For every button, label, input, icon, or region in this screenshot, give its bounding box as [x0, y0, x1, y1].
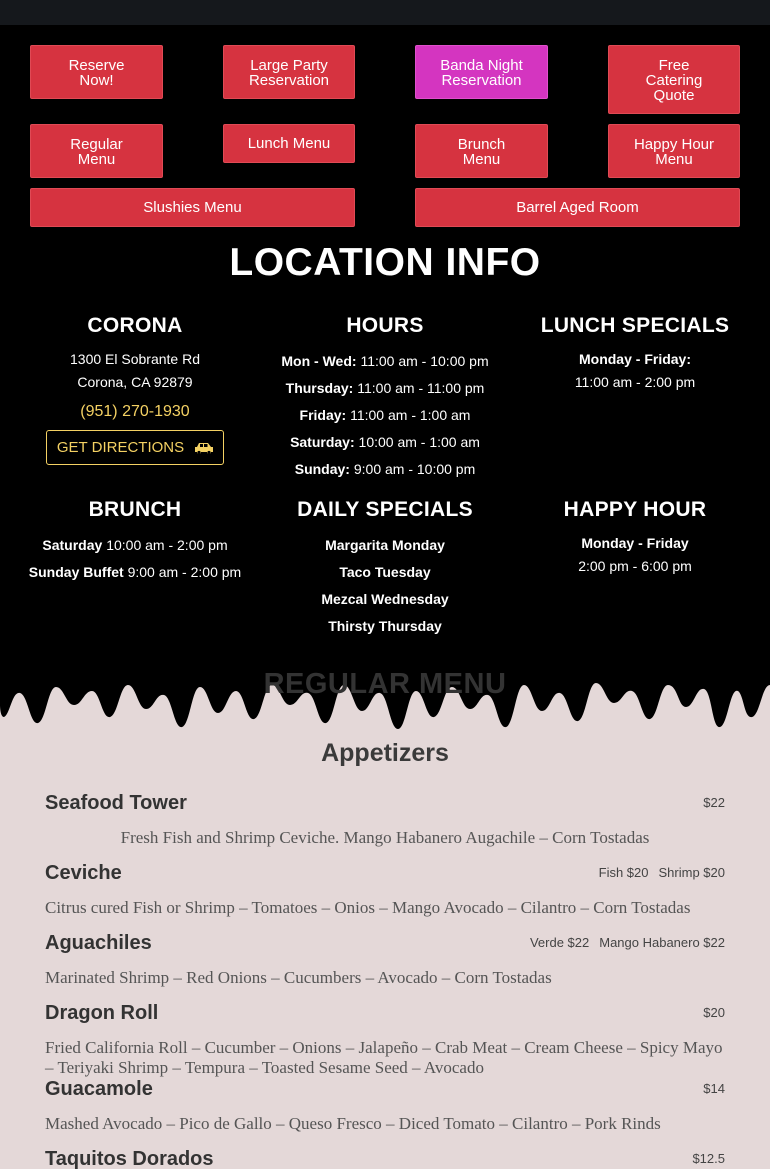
- menu-item-description: Mashed Avocado – Pico de Gallo – Queso Fresco – Diced Tomato – Cilantro – Pork Rinds: [45, 1114, 661, 1133]
- menu-item: [45, 932, 725, 988]
- happy-hour-menu-button[interactable]: Happy Hour Menu: [608, 124, 740, 178]
- lunch-specials-heading: LUNCH SPECIALS: [540, 314, 730, 337]
- menu-item: [45, 1078, 725, 1134]
- get-directions-button[interactable]: [46, 430, 224, 465]
- location-info-title: LOCATION INFO: [229, 241, 541, 284]
- brunch-row: Sunday Buffet 9:00 am - 2:00 pm: [28, 564, 242, 580]
- menu-item-description: Marinated Shrimp – Red Onions – Cucumbers – Avocado – Corn Tostadas: [45, 968, 552, 987]
- brunch-row: Saturday 10:00 am - 2:00 pm: [42, 537, 228, 553]
- corona-location: [10, 314, 260, 465]
- regular-menu-button[interactable]: Regular Menu: [30, 124, 163, 178]
- menu-item-name: Aguachiles: [45, 932, 152, 954]
- hours-row: Sunday: 9:00 am - 10:00 pm: [294, 461, 476, 477]
- menu-item-price: $12.5: [692, 1151, 725, 1166]
- daily-special-item: Taco Tuesday: [339, 564, 431, 580]
- menu-item-description: Fried California Roll – Cucumber – Onions – Jalapeño – Crab Meat – Cream Cheese – Spicy Mayo – Teriyaki Shrimp – Tempura – Toasted Sesame Seed – Avocado: [45, 1038, 723, 1077]
- hours-row: Friday: 11:00 am - 1:00 am: [299, 407, 471, 423]
- hours-row: Thursday: 11:00 am - 11:00 pm: [285, 380, 485, 396]
- happy-hour-heading: HAPPY HOUR: [563, 498, 707, 521]
- appetizers-heading: Appetizers: [321, 739, 449, 767]
- menu-item-price: $14: [703, 1081, 725, 1096]
- large-party-reservation-button[interactable]: Large Party Reservation: [223, 45, 355, 99]
- car-icon: [194, 441, 214, 455]
- happy-hour-section: [510, 498, 760, 578]
- menu-item-price: Fish $20 Shrimp $20: [598, 865, 725, 880]
- hours-row: Saturday: 10:00 am - 1:00 am: [290, 434, 480, 450]
- brunch-heading: BRUNCH: [88, 498, 182, 521]
- menu-item-name: Guacamole: [45, 1078, 153, 1100]
- lunch-specials-section: [510, 314, 760, 394]
- menu-item-description: Citrus cured Fish or Shrimp – Tomatoes – Onios – Mango Avocado – Cilantro – Corn Tostadas: [45, 898, 691, 917]
- hours-row: Mon - Wed: 11:00 am - 10:00 pm: [281, 353, 489, 369]
- menu-item: [45, 862, 725, 918]
- address-line-1: 1300 El Sobrante Rd: [70, 351, 200, 367]
- hours-heading: HOURS: [346, 314, 424, 337]
- happy-hour-time: 2:00 pm - 6:00 pm: [578, 558, 692, 574]
- daily-specials-section: [260, 498, 510, 640]
- get-directions-label: GET DIRECTIONS: [56, 439, 185, 456]
- brunch-menu-button[interactable]: Brunch Menu: [415, 124, 548, 178]
- menu-item-name: Taquitos Dorados: [45, 1148, 214, 1169]
- hours-section: [260, 314, 510, 483]
- menu-item-name: Dragon Roll: [45, 1002, 159, 1024]
- menu-item-price: $20: [703, 1005, 725, 1020]
- menu-item-name: Seafood Tower: [45, 792, 187, 814]
- catering-quote-button[interactable]: Free Catering Quote: [608, 45, 740, 114]
- menu-item-name: Ceviche: [45, 862, 122, 884]
- phone-link[interactable]: (951) 270-1930: [80, 403, 190, 420]
- menu-item: [45, 792, 725, 848]
- reserve-now-button[interactable]: Reserve Now!: [30, 45, 163, 99]
- lunch-time: 11:00 am - 2:00 pm: [574, 374, 696, 390]
- banda-night-reservation-button[interactable]: Banda Night Reservation: [415, 45, 548, 99]
- happy-hour-days: Monday - Friday: [581, 535, 689, 551]
- daily-special-item: Margarita Monday: [325, 537, 445, 553]
- address-line-2: Corona, CA 92879: [77, 374, 193, 390]
- lunch-days: Monday - Friday:: [578, 351, 691, 367]
- corona-heading: CORONA: [87, 314, 183, 337]
- top-bar: [0, 0, 770, 25]
- menu-item: [45, 1002, 725, 1078]
- menu-item-description: Fresh Fish and Shrimp Ceviche. Mango Habanero Augachile – Corn Tostadas: [120, 828, 650, 847]
- regular-menu-title: REGULAR MENU: [263, 668, 507, 700]
- menu-item-price: Verde $22 Mango Habanero $22: [529, 935, 725, 950]
- brunch-section: [10, 498, 260, 586]
- daily-special-item: Thirsty Thursday: [328, 618, 442, 634]
- menu-item-price: $22: [703, 795, 725, 810]
- daily-specials-heading: DAILY SPECIALS: [297, 498, 473, 521]
- daily-special-item: Mezcal Wednesday: [321, 591, 449, 607]
- slushies-menu-button[interactable]: Slushies Menu: [30, 188, 355, 227]
- menu-item: [45, 1148, 725, 1169]
- barrel-aged-room-button[interactable]: Barrel Aged Room: [415, 188, 740, 227]
- lunch-menu-button[interactable]: Lunch Menu: [223, 124, 355, 163]
